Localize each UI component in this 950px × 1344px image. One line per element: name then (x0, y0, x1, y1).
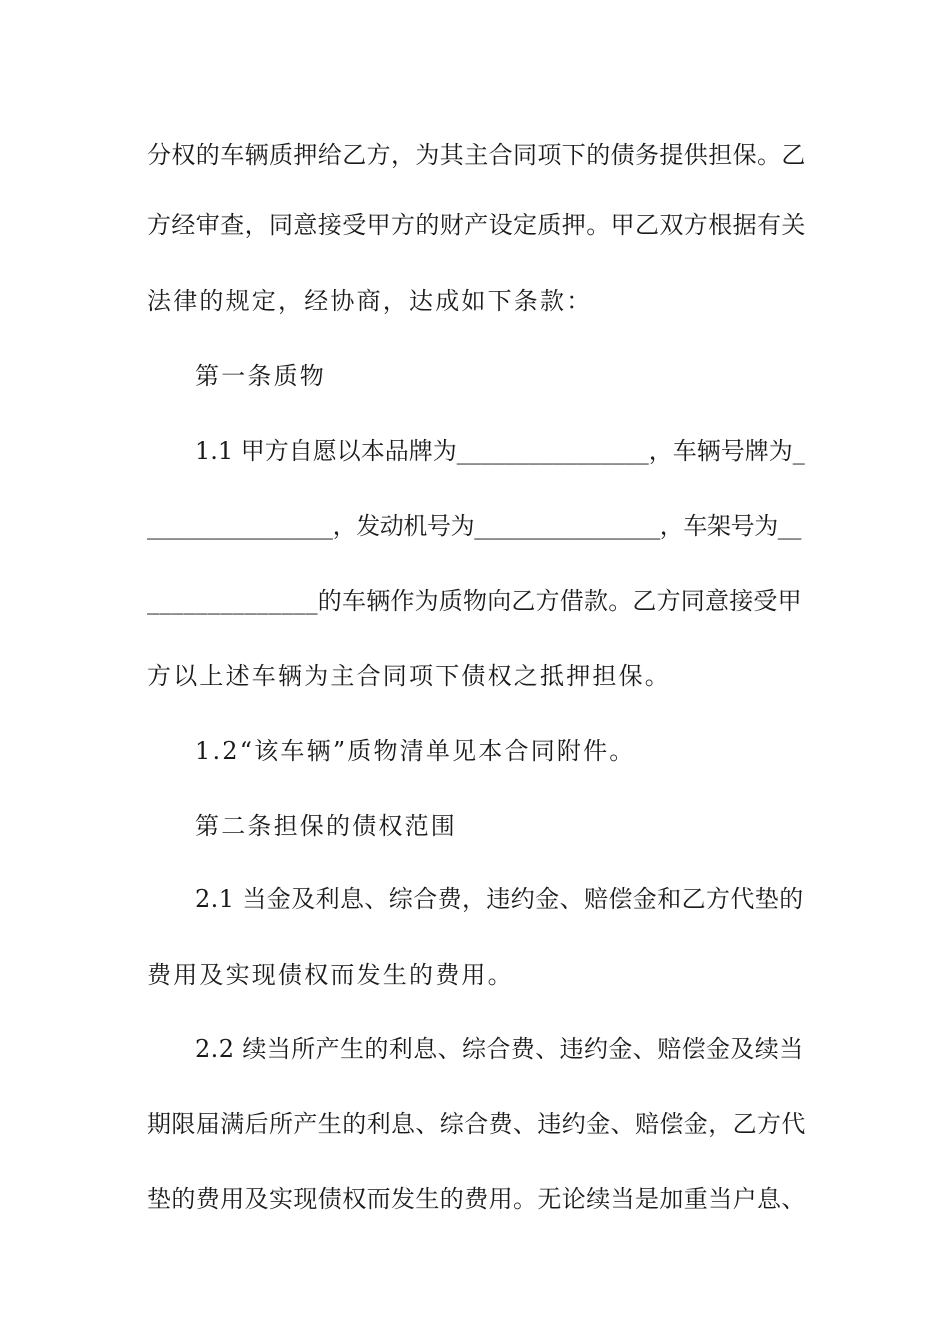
clause-text-line: 1.1 甲方自愿以本品牌为________________，车辆号牌为_ (195, 437, 805, 465)
clause-text-line: 1.2“该车辆”质物清单见本合同附件。 (195, 737, 636, 765)
clause-text-line: 费用及实现债权而发生的费用。 (147, 961, 514, 989)
clause-text-line: 垫的费用及实现债权而发生的费用。无论续当是加重当户息、 (147, 1185, 806, 1213)
clause-text-line: 2.1 当金及利息、综合费，违约金、赔偿金和乙方代垫的 (195, 885, 804, 913)
body-text-line: 分权的车辆质押给乙方，为其主合同项下的债务提供担保。乙 (147, 141, 806, 169)
body-text-line: 法律的规定，经协商，达成如下条款： (147, 287, 593, 315)
article-heading: 第二条担保的债权范围 (195, 812, 457, 840)
clause-text-line: 2.2 续当所产生的利息、综合费、违约金、赔偿金及续当 (195, 1035, 804, 1063)
clause-text-line: 期限届满后所产生的利息、综合费、违约金、赔偿金，乙方代 (147, 1110, 806, 1138)
clause-text-line: ______________的车辆作为质物向乙方借款。乙方同意接受甲 (147, 587, 802, 615)
clause-text-line: ________________，发动机号为________________，车架号为__ (147, 512, 801, 540)
clause-text-line: 方以上述车辆为主合同项下债权之抵押担保。 (147, 662, 671, 690)
article-heading: 第一条质物 (195, 362, 326, 390)
body-text-line: 方经审查，同意接受甲方的财产设定质押。甲乙双方根据有关 (147, 211, 806, 239)
